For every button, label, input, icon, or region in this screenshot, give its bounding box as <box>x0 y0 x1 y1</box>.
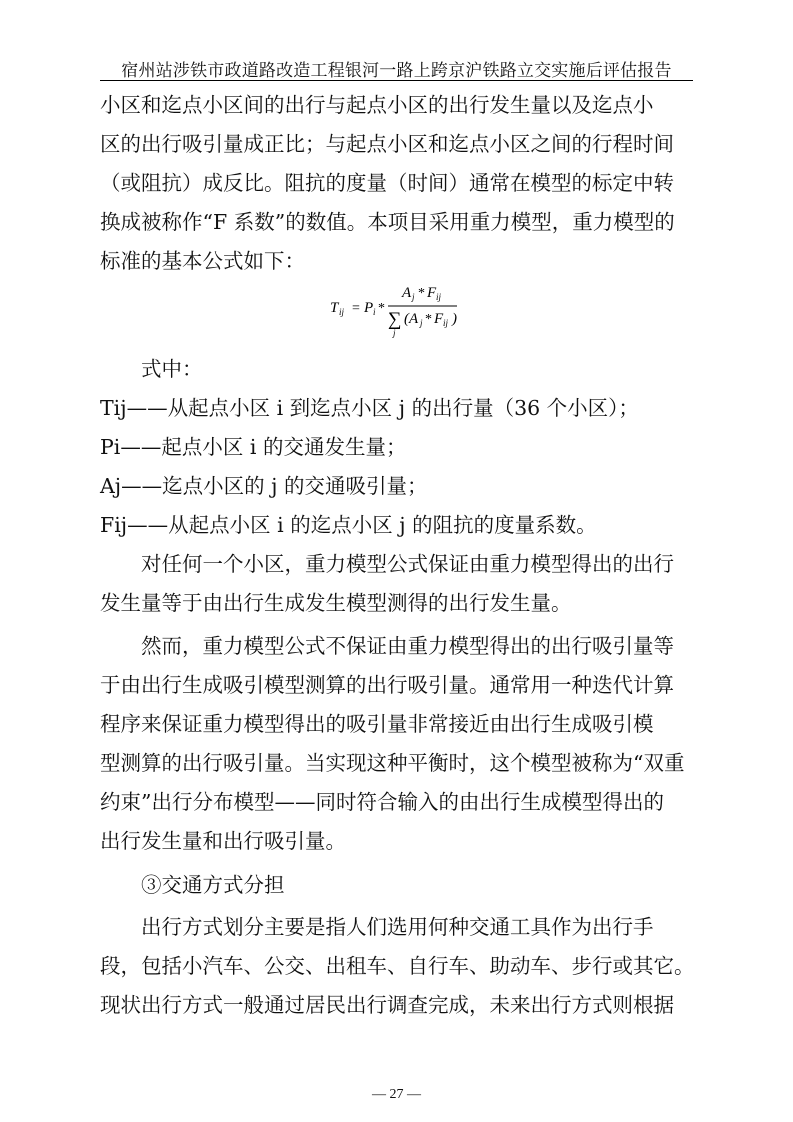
formula-legend <box>100 350 700 545</box>
formula-sum-sign: ∑ <box>388 309 402 330</box>
formula-den-close: ) <box>452 311 457 327</box>
text-line: 约束”出行分布模型——同时符合输入的由出行生成模型得出的 <box>100 790 664 814</box>
text-line: 然而，重力模型公式不保证由重力模型得出的出行吸引量等 <box>141 634 674 658</box>
running-header: 宿州站涉铁市政道路改造工程银河一路上跨京沪铁路立交实施后评估报告 <box>121 61 672 81</box>
text-line: 小区和迄点小区间的出行与起点小区的出行发生量以及迄点小 <box>100 93 654 117</box>
text-line: 型测算的出行吸引量。当实现这种平衡时，这个模型被称为“双重 <box>100 751 685 775</box>
formula-num-star: * <box>418 286 425 301</box>
formula-den-f-sub: ij <box>443 318 449 328</box>
section-heading <box>100 866 700 905</box>
formula-p-sub: i <box>373 307 376 317</box>
page-number: — 27 — <box>372 1087 421 1102</box>
text-line: 对任何一个小区，重力模型公式保证由重力模型得出的出行 <box>141 552 674 576</box>
formula-num-a: A <box>402 285 412 301</box>
legend-item: Fij——从起点小区 i 的迄点小区 j 的阻抗的度量系数。 <box>100 513 597 537</box>
formula-star: * <box>378 301 385 316</box>
text-line: 发生量等于由出行生成发生模型测得的出行发生量。 <box>100 591 572 615</box>
formula-den-a: (A <box>404 311 419 327</box>
formula-lhs: T <box>330 300 339 316</box>
formula-sum-sub: j <box>393 328 396 338</box>
formula-den-f: F <box>434 311 444 327</box>
body-paragraph <box>100 627 700 861</box>
legend-intro: 式中： <box>141 357 203 381</box>
text-line: 标准的基本公式如下： <box>100 249 305 273</box>
formula-num-a-sub: j <box>412 292 415 302</box>
formula-lhs-sub: ij <box>339 307 345 317</box>
text-line: （或阻抗）成反比。阻抗的度量（时间）通常在模型的标定中转 <box>100 171 674 195</box>
formula-den-a-sub: j <box>420 318 423 328</box>
legend-item: Pi——起点小区 i 的交通发生量； <box>100 435 407 459</box>
text-line: 出行发生量和出行吸引量。 <box>100 829 346 853</box>
body-paragraph <box>100 908 700 1025</box>
legend-item: Aj——迄点小区的 j 的交通吸引量； <box>100 474 428 498</box>
formula-num-f: F <box>427 285 437 301</box>
section-heading-text: ③交通方式分担 <box>141 873 285 897</box>
text-line: 程序来保证重力模型得出的吸引量非常接近由出行生成吸引模 <box>100 712 654 736</box>
text-line: 现状出行方式一般通过居民出行调查完成，未来出行方式则根据 <box>100 993 674 1017</box>
text-line: 换成被称作“F 系数”的数值。本项目采用重力模型，重力模型的 <box>100 210 675 234</box>
text-line: 于由出行生成吸引模型测算的出行吸引量。通常用一种迭代计算 <box>100 673 674 697</box>
body-paragraph <box>100 545 700 623</box>
gravity-model-formula <box>330 283 470 343</box>
text-line: 出行方式划分主要是指人们选用何种交通工具作为出行手 <box>141 915 654 939</box>
intro-paragraph <box>100 86 700 281</box>
formula-num-f-sub: ij <box>436 292 442 302</box>
legend-item: Tij——从起点小区 i 到迄点小区 j 的出行量（36 个小区）； <box>100 396 639 420</box>
header-rule <box>100 80 693 81</box>
formula-den-star: * <box>425 312 432 327</box>
text-line: 区的出行吸引量成正比；与起点小区和迄点小区之间的行程时间 <box>100 132 674 156</box>
formula-p: P <box>364 300 374 316</box>
formula-equals: = <box>352 301 360 316</box>
text-line: 段，包括小汽车、公交、出租车、自行车、助动车、步行或其它。 <box>100 954 695 978</box>
